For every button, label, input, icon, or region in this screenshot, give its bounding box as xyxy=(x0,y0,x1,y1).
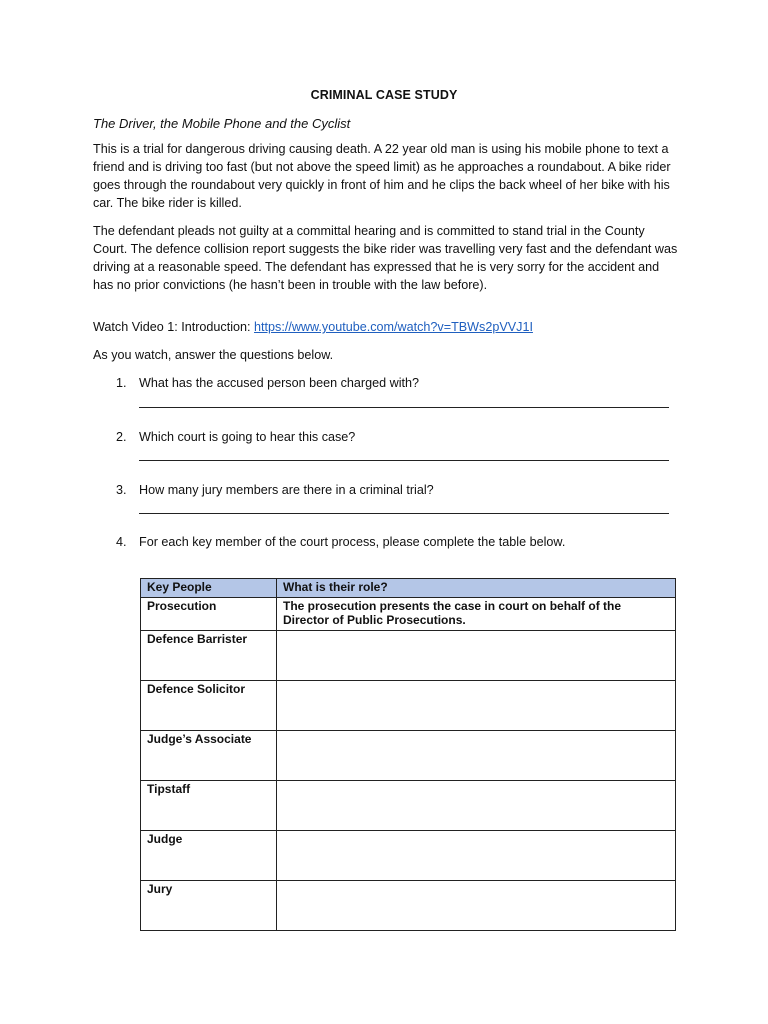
table-row xyxy=(141,831,676,881)
court-roles-table xyxy=(140,578,676,931)
role-cell: The prosecution presents the case in court on behalf of the Director of Public Prosecutions. xyxy=(277,598,676,631)
role-cell[interactable] xyxy=(277,881,676,931)
header-role: What is their role? xyxy=(277,579,676,598)
person-cell: Defence Solicitor xyxy=(141,681,277,731)
case-subtitle: The Driver, the Mobile Phone and the Cyclist xyxy=(93,116,351,131)
video-link[interactable]: https://www.youtube.com/watch?v=TBWs2pVVJ1I xyxy=(254,320,533,334)
table-row xyxy=(141,681,676,731)
defendant-description: The defendant pleads not guilty at a committal hearing and is committed to stand trial in the County Court. The defence collision report suggests the bike rider was travelling very fast and the defendant was driving at a reasonable speed. The defendant has expressed that he is very sorry for the accident and has no prior convictions (he hasn’t been in trouble with the law before). xyxy=(93,224,678,292)
question-number: 3. xyxy=(116,483,127,497)
question-text: Which court is going to hear this case? xyxy=(139,430,356,444)
role-cell[interactable] xyxy=(277,831,676,881)
table-row xyxy=(141,631,676,681)
video-label: Watch Video 1: Introduction: xyxy=(93,320,251,334)
header-key-people: Key People xyxy=(141,579,277,598)
role-cell[interactable] xyxy=(277,781,676,831)
person-cell: Jury xyxy=(141,881,277,931)
person-cell: Defence Barrister xyxy=(141,631,277,681)
answer-line-3[interactable] xyxy=(139,513,669,514)
answer-line-2[interactable] xyxy=(139,460,669,461)
question-text: How many jury members are there in a criminal trial? xyxy=(139,483,434,497)
document-title: CRIMINAL CASE STUDY xyxy=(310,88,458,102)
person-cell: Prosecution xyxy=(141,598,277,631)
case-description: This is a trial for dangerous driving causing death. A 22 year old man is using his mobile phone to text a friend and is driving too fast (but not above the speed limit) as he approaches a roundabout. A bike rider goes through the roundabout very quickly in front of him and he clips the back wheel of her bike with his car. The bike rider is killed. xyxy=(93,142,671,210)
role-cell[interactable] xyxy=(277,631,676,681)
table-header-row xyxy=(141,579,676,598)
question-text: For each key member of the court process, please complete the table below. xyxy=(139,535,566,549)
person-cell: Judge’s Associate xyxy=(141,731,277,781)
answer-line-1[interactable] xyxy=(139,407,669,408)
table-row xyxy=(141,781,676,831)
role-cell[interactable] xyxy=(277,731,676,781)
table-row xyxy=(141,731,676,781)
question-number: 1. xyxy=(116,376,127,390)
table-row xyxy=(141,598,676,631)
person-cell: Tipstaff xyxy=(141,781,277,831)
video-instruction xyxy=(93,320,533,334)
instruction-text: As you watch, answer the questions below. xyxy=(93,348,334,362)
question-number: 4. xyxy=(116,535,127,549)
person-cell: Judge xyxy=(141,831,277,881)
question-text: What has the accused person been charged with? xyxy=(139,376,420,390)
role-cell[interactable] xyxy=(277,681,676,731)
question-number: 2. xyxy=(116,430,127,444)
table-row xyxy=(141,881,676,931)
